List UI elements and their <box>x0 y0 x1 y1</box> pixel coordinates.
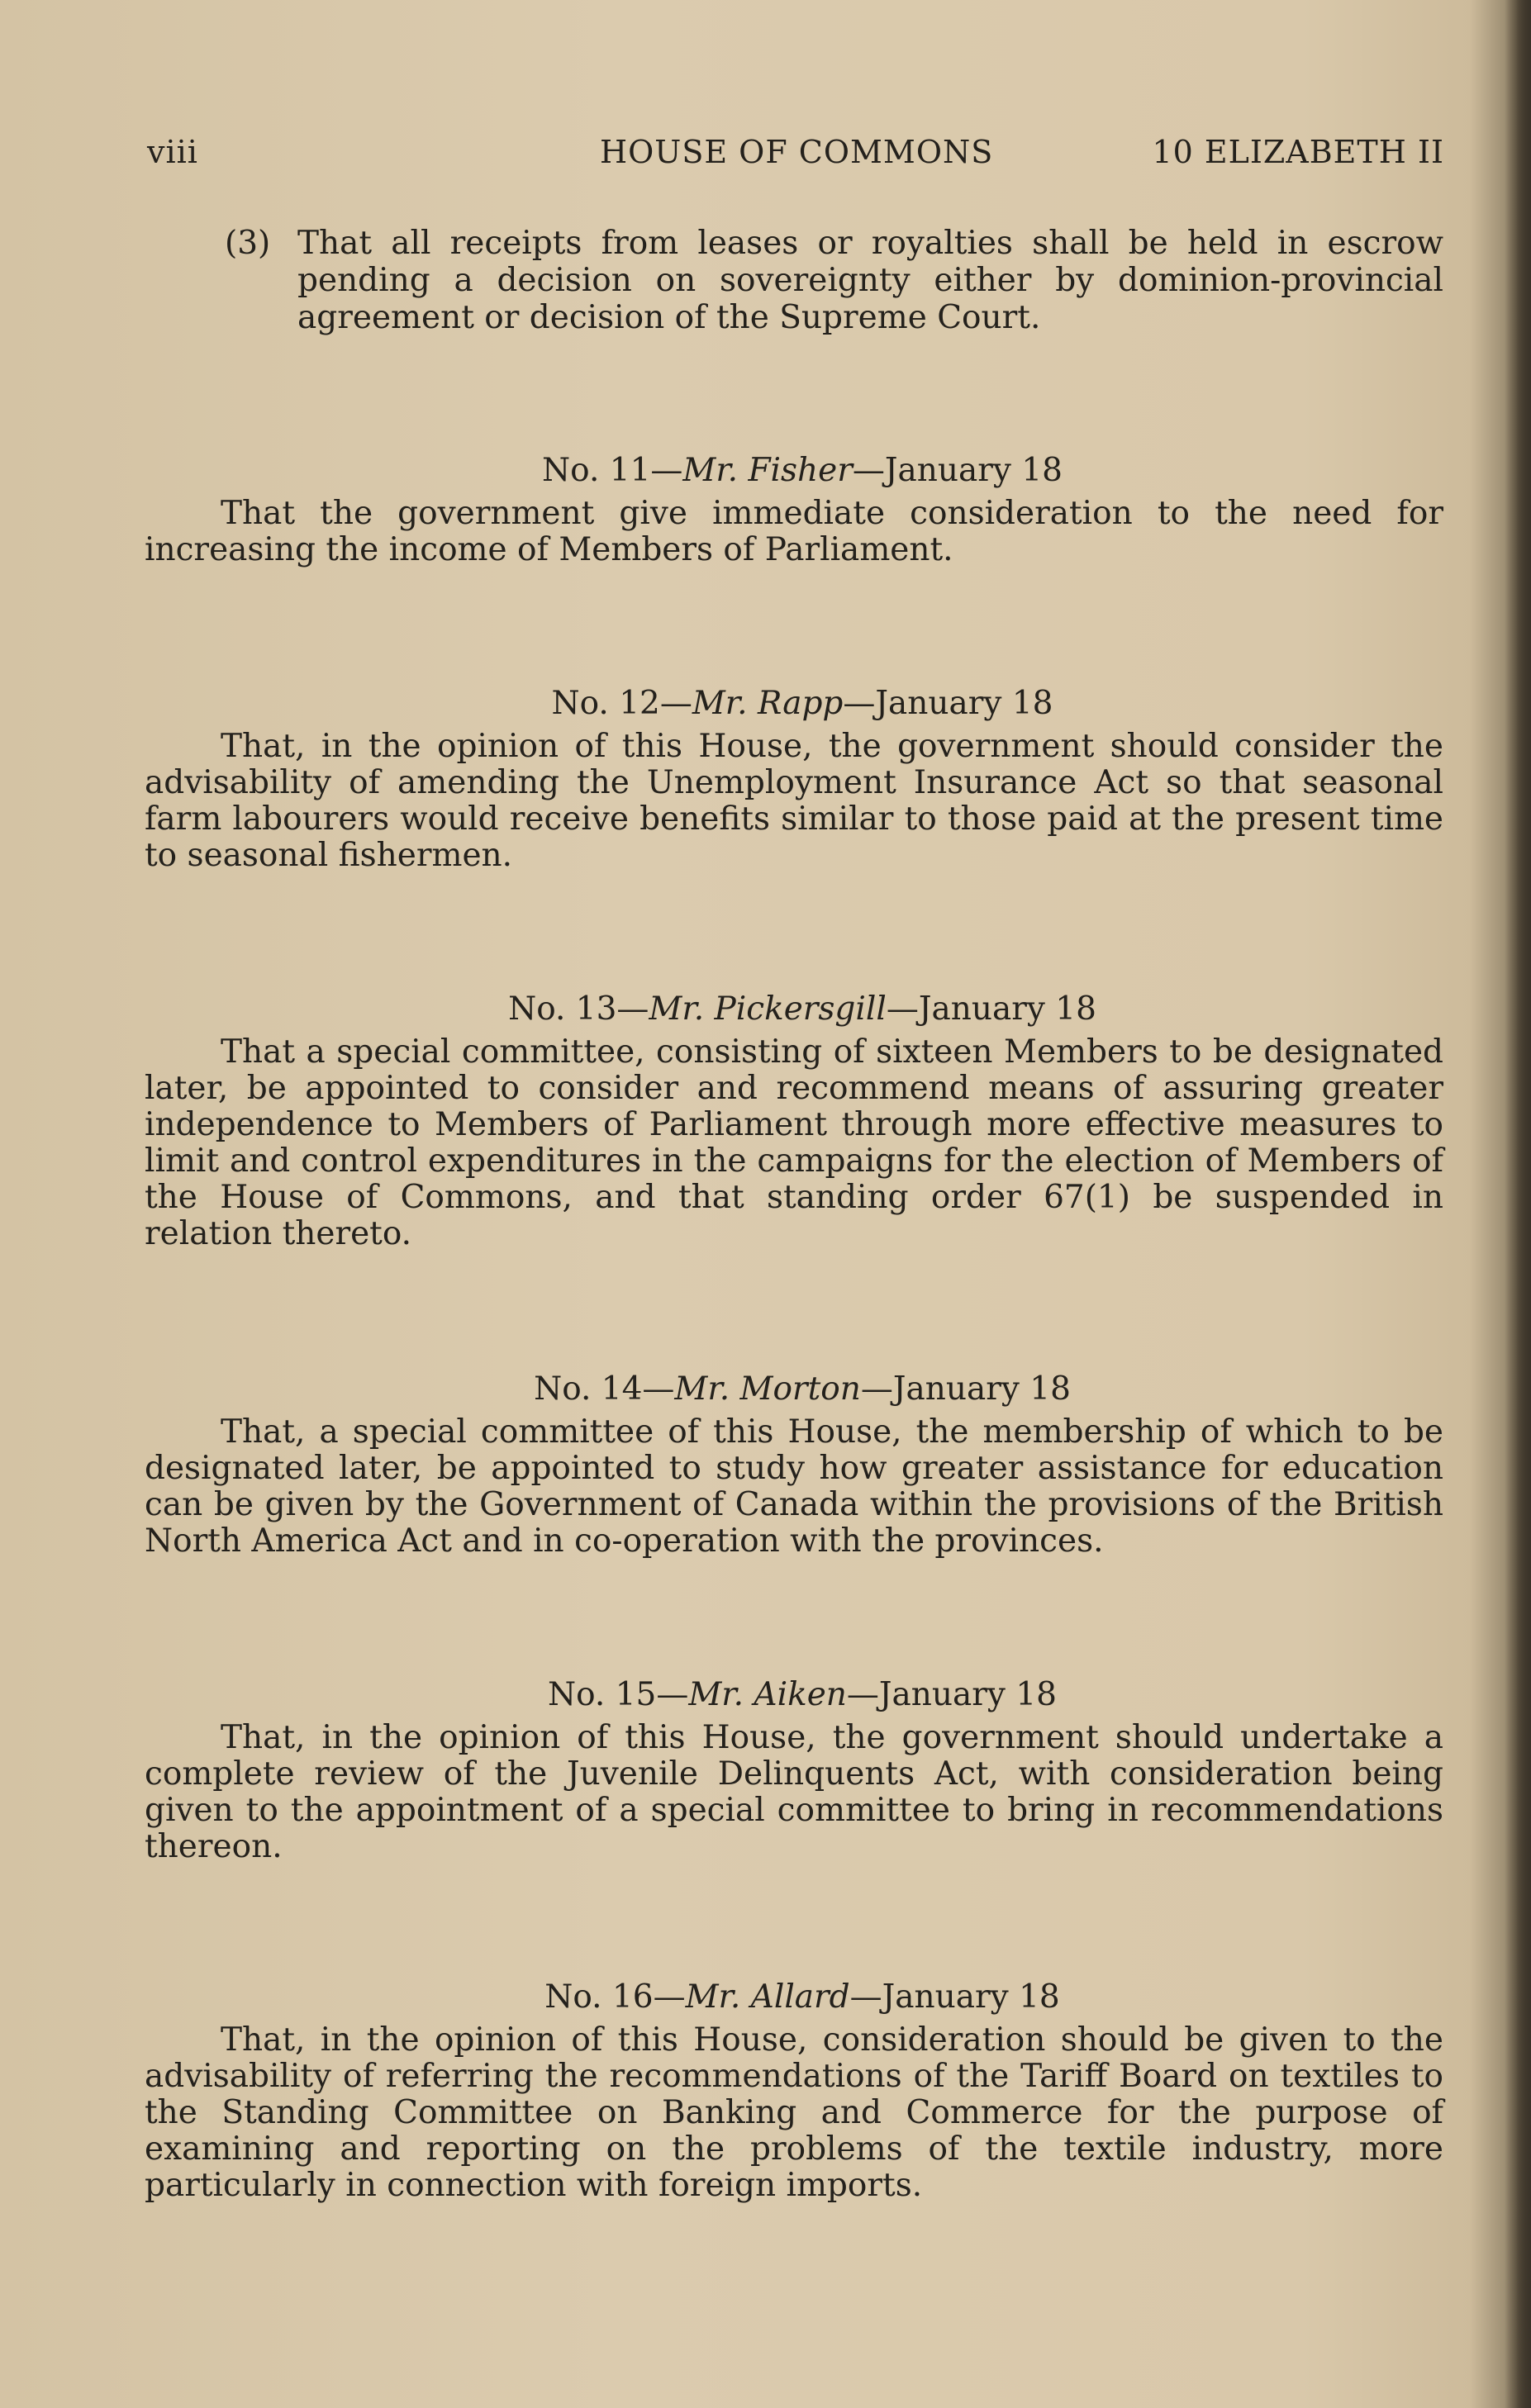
notice-number: No. 15 <box>548 1676 657 1713</box>
notice-date: January 18 <box>884 452 1063 489</box>
notice-motion <box>145 1677 1443 1865</box>
notice-number: No. 16 <box>544 1978 654 2016</box>
notice-heading: No. 16—Mr. Allard—January 18 <box>544 1978 1060 2016</box>
notice-date: January 18 <box>882 1978 1060 2016</box>
notice-date: January 18 <box>878 1676 1057 1713</box>
notice-motion <box>145 991 1443 1252</box>
notice-number: No. 13 <box>508 990 617 1028</box>
notice-motion <box>145 686 1443 874</box>
notice-heading: No. 14—Mr. Morton—January 18 <box>534 1370 1071 1408</box>
notice-member: Mr. Rapp <box>692 685 844 722</box>
clause-text: That all receipts from leases or royalties shall be held in escrow pending a decision on sovereignty either by dominion-provincial agreement or decision of the Supreme Court. <box>297 225 1443 336</box>
notice-date: January 18 <box>875 685 1053 722</box>
running-head-title: HOUSE OF COMMONS <box>600 134 994 170</box>
notice-member: Mr. Allard <box>685 1978 850 2016</box>
notice-motion <box>145 1371 1443 1560</box>
notice-member: Mr. Pickersgill <box>649 990 887 1028</box>
notice-number: No. 12 <box>551 685 660 722</box>
notice-text: That, in the opinion of this House, the government should undertake a complete review of the Juvenile Delinquents Act, with consideration being given to the appointment of a special committee to bring in recommendations thereon. <box>145 1719 1443 1865</box>
notice-text: That, in the opinion of this House, the government should consider the advisability of amending the Unemployment Insurance Act so that seasonal farm labourers would receive benefits similar to those paid at the present time to seasonal fishermen. <box>145 728 1443 874</box>
notice-heading: No. 15—Mr. Aiken—January 18 <box>548 1676 1057 1713</box>
notice-motion <box>145 1979 1443 2204</box>
book-spine-shadow <box>1505 0 1531 2408</box>
running-head <box>147 134 1444 175</box>
notice-text: That a special committee, consisting of sixteen Members to be designated later, be appointed to consider and recommend means of assuring greater independence to Members of Parliament through more effective measures to limit and control expenditures in the campaigns for the election of Members of the House of Commons, and that standing order 67(1) be suspended in relation thereto. <box>145 1033 1443 1252</box>
notice-member: Mr. Morton <box>674 1370 861 1408</box>
notice-number: No. 14 <box>534 1370 643 1408</box>
notice-text: That, in the opinion of this House, consideration should be given to the advisability of referring the recommendations of the Tariff Board on textiles to the Standing Committee on Banking and Commerce for the purpose of examining and reporting on the problems of the textile industry, more particularly in connection with foreign imports. <box>145 2021 1443 2204</box>
notice-member: Mr. Aiken <box>688 1676 847 1713</box>
notice-heading: No. 13—Mr. Pickersgill—January 18 <box>508 990 1096 1028</box>
notice-date: January 18 <box>918 990 1096 1028</box>
notice-heading: No. 11—Mr. Fisher—January 18 <box>542 452 1063 489</box>
running-head-regnal-year: 10 ELIZABETH II <box>1152 134 1444 170</box>
notice-heading: No. 12—Mr. Rapp—January 18 <box>551 685 1053 722</box>
notice-member: Mr. Fisher <box>682 452 853 489</box>
page-number: viii <box>147 134 198 170</box>
carryover-clause <box>225 225 1443 336</box>
notice-number: No. 11 <box>542 452 651 489</box>
notice-motion <box>145 453 1443 568</box>
notice-date: January 18 <box>892 1370 1071 1408</box>
clause-number: (3) <box>225 225 271 262</box>
notice-text: That the government give immediate consideration to the need for increasing the income of Members of Parliament. <box>145 495 1443 568</box>
notice-text: That, a special committee of this House, the membership of which to be designated later, be appointed to study how greater assistance for education can be given by the Government of Canada within the provisions of the British North America Act and in co-operation with the provinces. <box>145 1413 1443 1560</box>
